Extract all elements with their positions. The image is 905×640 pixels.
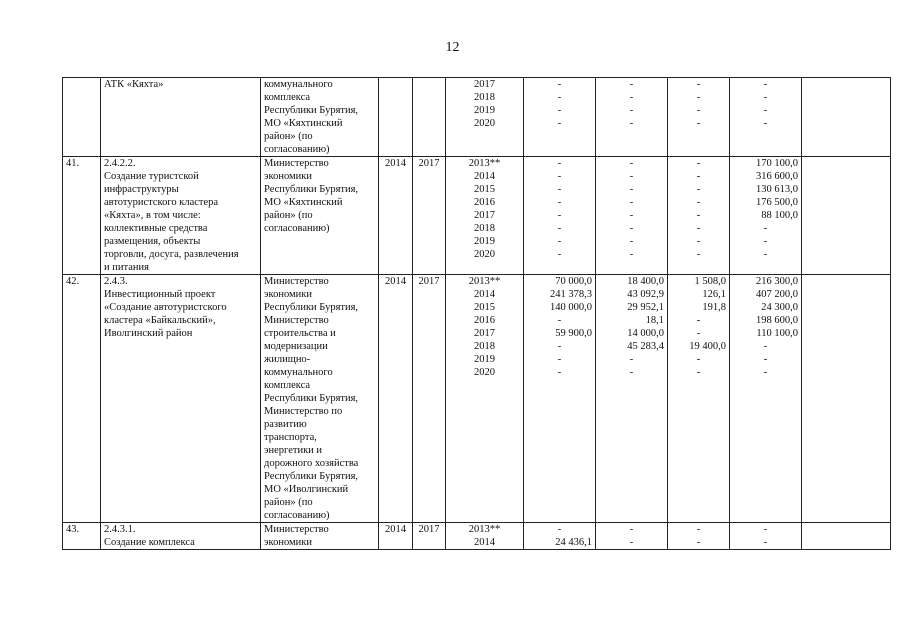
amount-col-2-line: - xyxy=(629,158,634,169)
years-cell xyxy=(446,523,524,550)
notes-cell xyxy=(802,275,891,523)
amount-col-2-line: 29 952,1 xyxy=(627,302,664,313)
notes-cell xyxy=(802,523,891,550)
amount-col-2-line: - xyxy=(629,223,634,234)
measure-title-line: и питания xyxy=(104,262,149,273)
executor-cell xyxy=(261,523,379,550)
amount-col-4-line: 176 500,0 xyxy=(756,197,798,208)
executor-line: согласованию) xyxy=(264,510,330,521)
amount-col-1-line: 140 000,0 xyxy=(550,302,592,313)
amount-col-1-line: - xyxy=(557,341,562,352)
amount-col-2-line: - xyxy=(629,524,634,535)
start-year-text: 2014 xyxy=(385,524,406,535)
amount-col-4-line: - xyxy=(763,341,768,352)
measure-title-line: Инвестиционный проект xyxy=(104,289,216,300)
measure-title-line: кластера «Байкальский», xyxy=(104,315,216,326)
amount-col-2-line: 43 092,9 xyxy=(627,289,664,300)
amount-col-1-line: - xyxy=(557,158,562,169)
amount-col-1-line: - xyxy=(557,223,562,234)
years-line: 2014 xyxy=(474,289,495,300)
amount-col-4-line: - xyxy=(763,118,768,129)
start-year-text: 2014 xyxy=(385,276,406,287)
years-line: 2018 xyxy=(474,223,495,234)
measure-title-line: Создание комплекса xyxy=(104,537,195,548)
executor-line: МО «Иволгинский xyxy=(264,484,349,495)
executor-line: экономики xyxy=(264,171,312,182)
amount-col-2-cell xyxy=(596,523,668,550)
measure-title-line: 2.4.2.2. xyxy=(104,158,136,169)
amount-col-4-line: - xyxy=(763,105,768,116)
executor-line: район» (по xyxy=(264,210,313,221)
amount-col-3-line: - xyxy=(696,105,701,116)
amount-col-2-line: - xyxy=(629,92,634,103)
executor-line: Министерство xyxy=(264,276,329,287)
measure-title-cell xyxy=(101,157,261,275)
row-number-cell xyxy=(63,275,101,523)
row-number-cell xyxy=(63,157,101,275)
amount-col-4-line: 170 100,0 xyxy=(756,158,798,169)
amount-col-4-line: - xyxy=(763,236,768,247)
notes-cell xyxy=(802,157,891,275)
amount-col-1-line: - xyxy=(557,184,562,195)
years-line: 2014 xyxy=(474,171,495,182)
amount-col-1-line: - xyxy=(557,315,562,326)
amount-col-2-line: - xyxy=(629,118,634,129)
measure-title-cell xyxy=(101,275,261,523)
executor-line: транспорта, xyxy=(264,432,317,443)
amount-col-3-line: - xyxy=(696,236,701,247)
amount-col-2-line: 18 400,0 xyxy=(627,276,664,287)
amount-col-1-cell xyxy=(524,275,596,523)
amount-col-4-cell xyxy=(730,157,802,275)
amount-col-4-line: - xyxy=(763,354,768,365)
years-line: 2017 xyxy=(474,328,495,339)
amount-col-3-line: - xyxy=(696,367,701,378)
amount-col-3-line: - xyxy=(696,315,701,326)
measure-title-line: «Кяхта», в том числе: xyxy=(104,210,201,221)
end-year-text: 2017 xyxy=(418,158,440,169)
measure-title-cell xyxy=(101,523,261,550)
amount-col-3-line: - xyxy=(696,184,701,195)
end-year-text: 2017 xyxy=(418,524,440,535)
amount-col-4-line: - xyxy=(763,92,768,103)
amount-col-2-line: - xyxy=(629,537,634,548)
amount-col-3-line: - xyxy=(696,223,701,234)
executor-line: дорожного хозяйства xyxy=(264,458,359,469)
amount-col-4-line: - xyxy=(763,223,768,234)
notes-cell xyxy=(802,78,891,157)
amount-col-4-line: 216 300,0 xyxy=(756,276,798,287)
executor-line: энергетики и xyxy=(264,445,323,456)
start-year-cell xyxy=(379,157,413,275)
measure-title-line: автотуристского кластера xyxy=(104,197,219,208)
amount-col-1-line: - xyxy=(557,249,562,260)
executor-line: согласованию) xyxy=(264,144,330,155)
amount-col-2-line: - xyxy=(629,171,634,182)
years-line: 2014 xyxy=(474,537,495,548)
measure-title-line: торговли, досуга, развлечения xyxy=(104,249,239,260)
table-row xyxy=(63,78,891,157)
amount-col-4-line: - xyxy=(763,537,768,548)
amount-col-3-line: - xyxy=(696,197,701,208)
measure-title-line: 2.4.3. xyxy=(104,276,128,287)
executor-line: экономики xyxy=(264,537,312,548)
executor-line: экономики xyxy=(264,289,312,300)
amount-col-3-cell xyxy=(668,523,730,550)
amount-col-3-line: - xyxy=(696,92,701,103)
executor-line: Республики Бурятия, xyxy=(264,393,359,404)
executor-cell xyxy=(261,157,379,275)
amount-col-3-cell xyxy=(668,78,730,157)
amount-col-2-line: - xyxy=(629,184,634,195)
years-line: 2015 xyxy=(474,302,495,313)
years-line: 2019 xyxy=(474,105,495,116)
end-year-cell xyxy=(413,275,446,523)
row-number-cell xyxy=(63,523,101,550)
executor-line: развитию xyxy=(264,419,307,430)
executor-line: МО «Кяхтинский xyxy=(264,118,343,129)
end-year-cell xyxy=(413,523,446,550)
executor-line: комплекса xyxy=(264,380,311,391)
years-line: 2019 xyxy=(474,354,495,365)
row-number-text: 43. xyxy=(66,524,80,535)
amount-col-2-line: - xyxy=(629,354,634,365)
page-number: 12 xyxy=(445,40,460,55)
executor-line: Министерство по xyxy=(264,406,343,417)
amount-col-4-line: 130 613,0 xyxy=(756,184,798,195)
executor-line: Республики Бурятия, xyxy=(264,302,359,313)
years-line: 2018 xyxy=(474,92,495,103)
amount-col-3-cell xyxy=(668,157,730,275)
executor-line: Республики Бурятия, xyxy=(264,105,359,116)
years-line: 2015 xyxy=(474,184,495,195)
executor-cell xyxy=(261,275,379,523)
amount-col-2-line: 45 283,4 xyxy=(627,341,664,352)
amount-col-4-line: 24 300,0 xyxy=(761,302,798,313)
measure-title-line: 2.4.3.1. xyxy=(104,524,136,535)
years-line: 2020 xyxy=(474,118,495,129)
amount-col-3-line: - xyxy=(696,158,701,169)
amount-col-3-line: - xyxy=(696,118,701,129)
executor-line: комплекса xyxy=(264,92,311,103)
amount-col-1-line: - xyxy=(557,171,562,182)
years-line: 2016 xyxy=(474,197,495,208)
amount-col-3-line: - xyxy=(696,524,701,535)
amount-col-1-line: - xyxy=(557,236,562,247)
amount-col-1-cell xyxy=(524,157,596,275)
years-line: 2017 xyxy=(474,79,495,90)
years-line: 2019 xyxy=(474,236,495,247)
years-cell xyxy=(446,157,524,275)
amount-col-3-line: 19 400,0 xyxy=(689,341,726,352)
years-line: 2013** xyxy=(468,276,501,287)
amount-col-1-line: 59 900,0 xyxy=(555,328,592,339)
amount-col-2-line: 14 000,0 xyxy=(627,328,664,339)
measure-title-line: «Создание автотуристского xyxy=(104,302,227,313)
measure-title-line: Создание туристской xyxy=(104,171,199,182)
amount-col-4-line: 316 600,0 xyxy=(756,171,798,182)
amount-col-4-cell xyxy=(730,523,802,550)
amount-col-3-line: - xyxy=(696,171,701,182)
years-line: 2020 xyxy=(474,249,495,260)
executor-line: район» (по xyxy=(264,497,313,508)
start-year-text xyxy=(382,78,409,91)
years-line: 2016 xyxy=(474,315,495,326)
amount-col-1-line: - xyxy=(557,524,562,535)
amount-col-3-line: - xyxy=(696,354,701,365)
measure-title-line: АТК «Кяхта» xyxy=(104,79,164,90)
amount-col-2-cell xyxy=(596,275,668,523)
amount-col-2-line: - xyxy=(629,197,634,208)
amount-col-4-line: - xyxy=(763,524,768,535)
amount-col-4-line: - xyxy=(763,79,768,90)
executor-line: Министерство xyxy=(264,315,329,326)
executor-line: коммунального xyxy=(264,367,333,378)
end-year-text xyxy=(416,78,442,91)
amount-col-3-line: - xyxy=(696,328,701,339)
amount-col-3-line: - xyxy=(696,210,701,221)
amount-col-1-line: - xyxy=(557,118,562,129)
amount-col-1-line: 241 378,3 xyxy=(550,289,592,300)
amount-col-4-line: - xyxy=(763,367,768,378)
years-line: 2017 xyxy=(474,210,495,221)
start-year-cell xyxy=(379,275,413,523)
executor-line: Республики Бурятия, xyxy=(264,471,359,482)
executor-line: коммунального xyxy=(264,79,333,90)
amount-col-1-line: - xyxy=(557,197,562,208)
amount-col-1-cell xyxy=(524,523,596,550)
amount-col-4-cell xyxy=(730,78,802,157)
amount-col-1-cell xyxy=(524,78,596,157)
amount-col-2-line: - xyxy=(629,105,634,116)
row-number-cell xyxy=(63,78,101,157)
measure-title-line: размещения, объекты xyxy=(104,236,201,247)
executor-line: строительства и xyxy=(264,328,336,339)
amount-col-2-line: - xyxy=(629,236,634,247)
end-year-cell xyxy=(413,157,446,275)
amount-col-4-cell xyxy=(730,275,802,523)
amount-col-3-line: 191,8 xyxy=(702,302,726,313)
years-cell xyxy=(446,275,524,523)
amount-col-2-line: - xyxy=(629,249,634,260)
table-row xyxy=(63,275,891,523)
amount-col-1-line: - xyxy=(557,367,562,378)
row-number-text xyxy=(66,78,97,91)
measure-title-line: коллективные средства xyxy=(104,223,208,234)
amount-col-1-line: 70 000,0 xyxy=(555,276,592,287)
amount-col-4-line: 198 600,0 xyxy=(756,315,798,326)
years-line: 2013** xyxy=(468,524,501,535)
executor-line: Республики Бурятия, xyxy=(264,184,359,195)
amount-col-1-line: - xyxy=(557,354,562,365)
measure-title-line: инфраструктуры xyxy=(104,184,179,195)
amount-col-3-line: - xyxy=(696,249,701,260)
measure-title-cell xyxy=(101,78,261,157)
executor-line: МО «Кяхтинский xyxy=(264,197,343,208)
years-line: 2018 xyxy=(474,341,495,352)
amount-col-2-line: - xyxy=(629,79,634,90)
measure-title-line: Иволгинский район xyxy=(104,328,193,339)
executor-line: район» (по xyxy=(264,131,313,142)
amount-col-3-line: - xyxy=(696,537,701,548)
executor-line: Министерство xyxy=(264,158,329,169)
table-row xyxy=(63,523,891,550)
program-measures-table xyxy=(62,77,891,550)
years-cell xyxy=(446,78,524,157)
years-line: 2020 xyxy=(474,367,495,378)
end-year-text: 2017 xyxy=(418,276,440,287)
amount-col-4-line: - xyxy=(763,249,768,260)
end-year-cell xyxy=(413,78,446,157)
start-year-cell xyxy=(379,523,413,550)
amount-col-4-line: 407 200,0 xyxy=(756,289,798,300)
years-line: 2013** xyxy=(468,158,501,169)
amount-col-4-line: 110 100,0 xyxy=(756,328,798,339)
amount-col-3-cell xyxy=(668,275,730,523)
amount-col-2-line: - xyxy=(629,367,634,378)
executor-line: модернизации xyxy=(264,341,328,352)
amount-col-1-line: - xyxy=(557,210,562,221)
amount-col-2-cell xyxy=(596,157,668,275)
table-body xyxy=(63,78,891,550)
amount-col-4-line: 88 100,0 xyxy=(761,210,798,221)
executor-line: Министерство xyxy=(264,524,329,535)
executor-cell xyxy=(261,78,379,157)
row-number-text: 42. xyxy=(66,276,80,287)
amount-col-3-line: 126,1 xyxy=(702,289,726,300)
amount-col-1-line: - xyxy=(557,79,562,90)
amount-col-1-line: - xyxy=(557,105,562,116)
amount-col-1-line: - xyxy=(557,92,562,103)
amount-col-2-line: 18,1 xyxy=(645,315,664,326)
amount-col-3-line: - xyxy=(696,79,701,90)
amount-col-2-line: - xyxy=(629,210,634,221)
start-year-text: 2014 xyxy=(385,158,406,169)
table-row xyxy=(63,157,891,275)
executor-line: согласованию) xyxy=(264,223,330,234)
amount-col-3-line: 1 508,0 xyxy=(694,276,726,287)
start-year-cell xyxy=(379,78,413,157)
amount-col-2-cell xyxy=(596,78,668,157)
row-number-text: 41. xyxy=(66,158,80,169)
executor-line: жилищно- xyxy=(264,354,311,365)
amount-col-1-line: 24 436,1 xyxy=(555,537,592,548)
